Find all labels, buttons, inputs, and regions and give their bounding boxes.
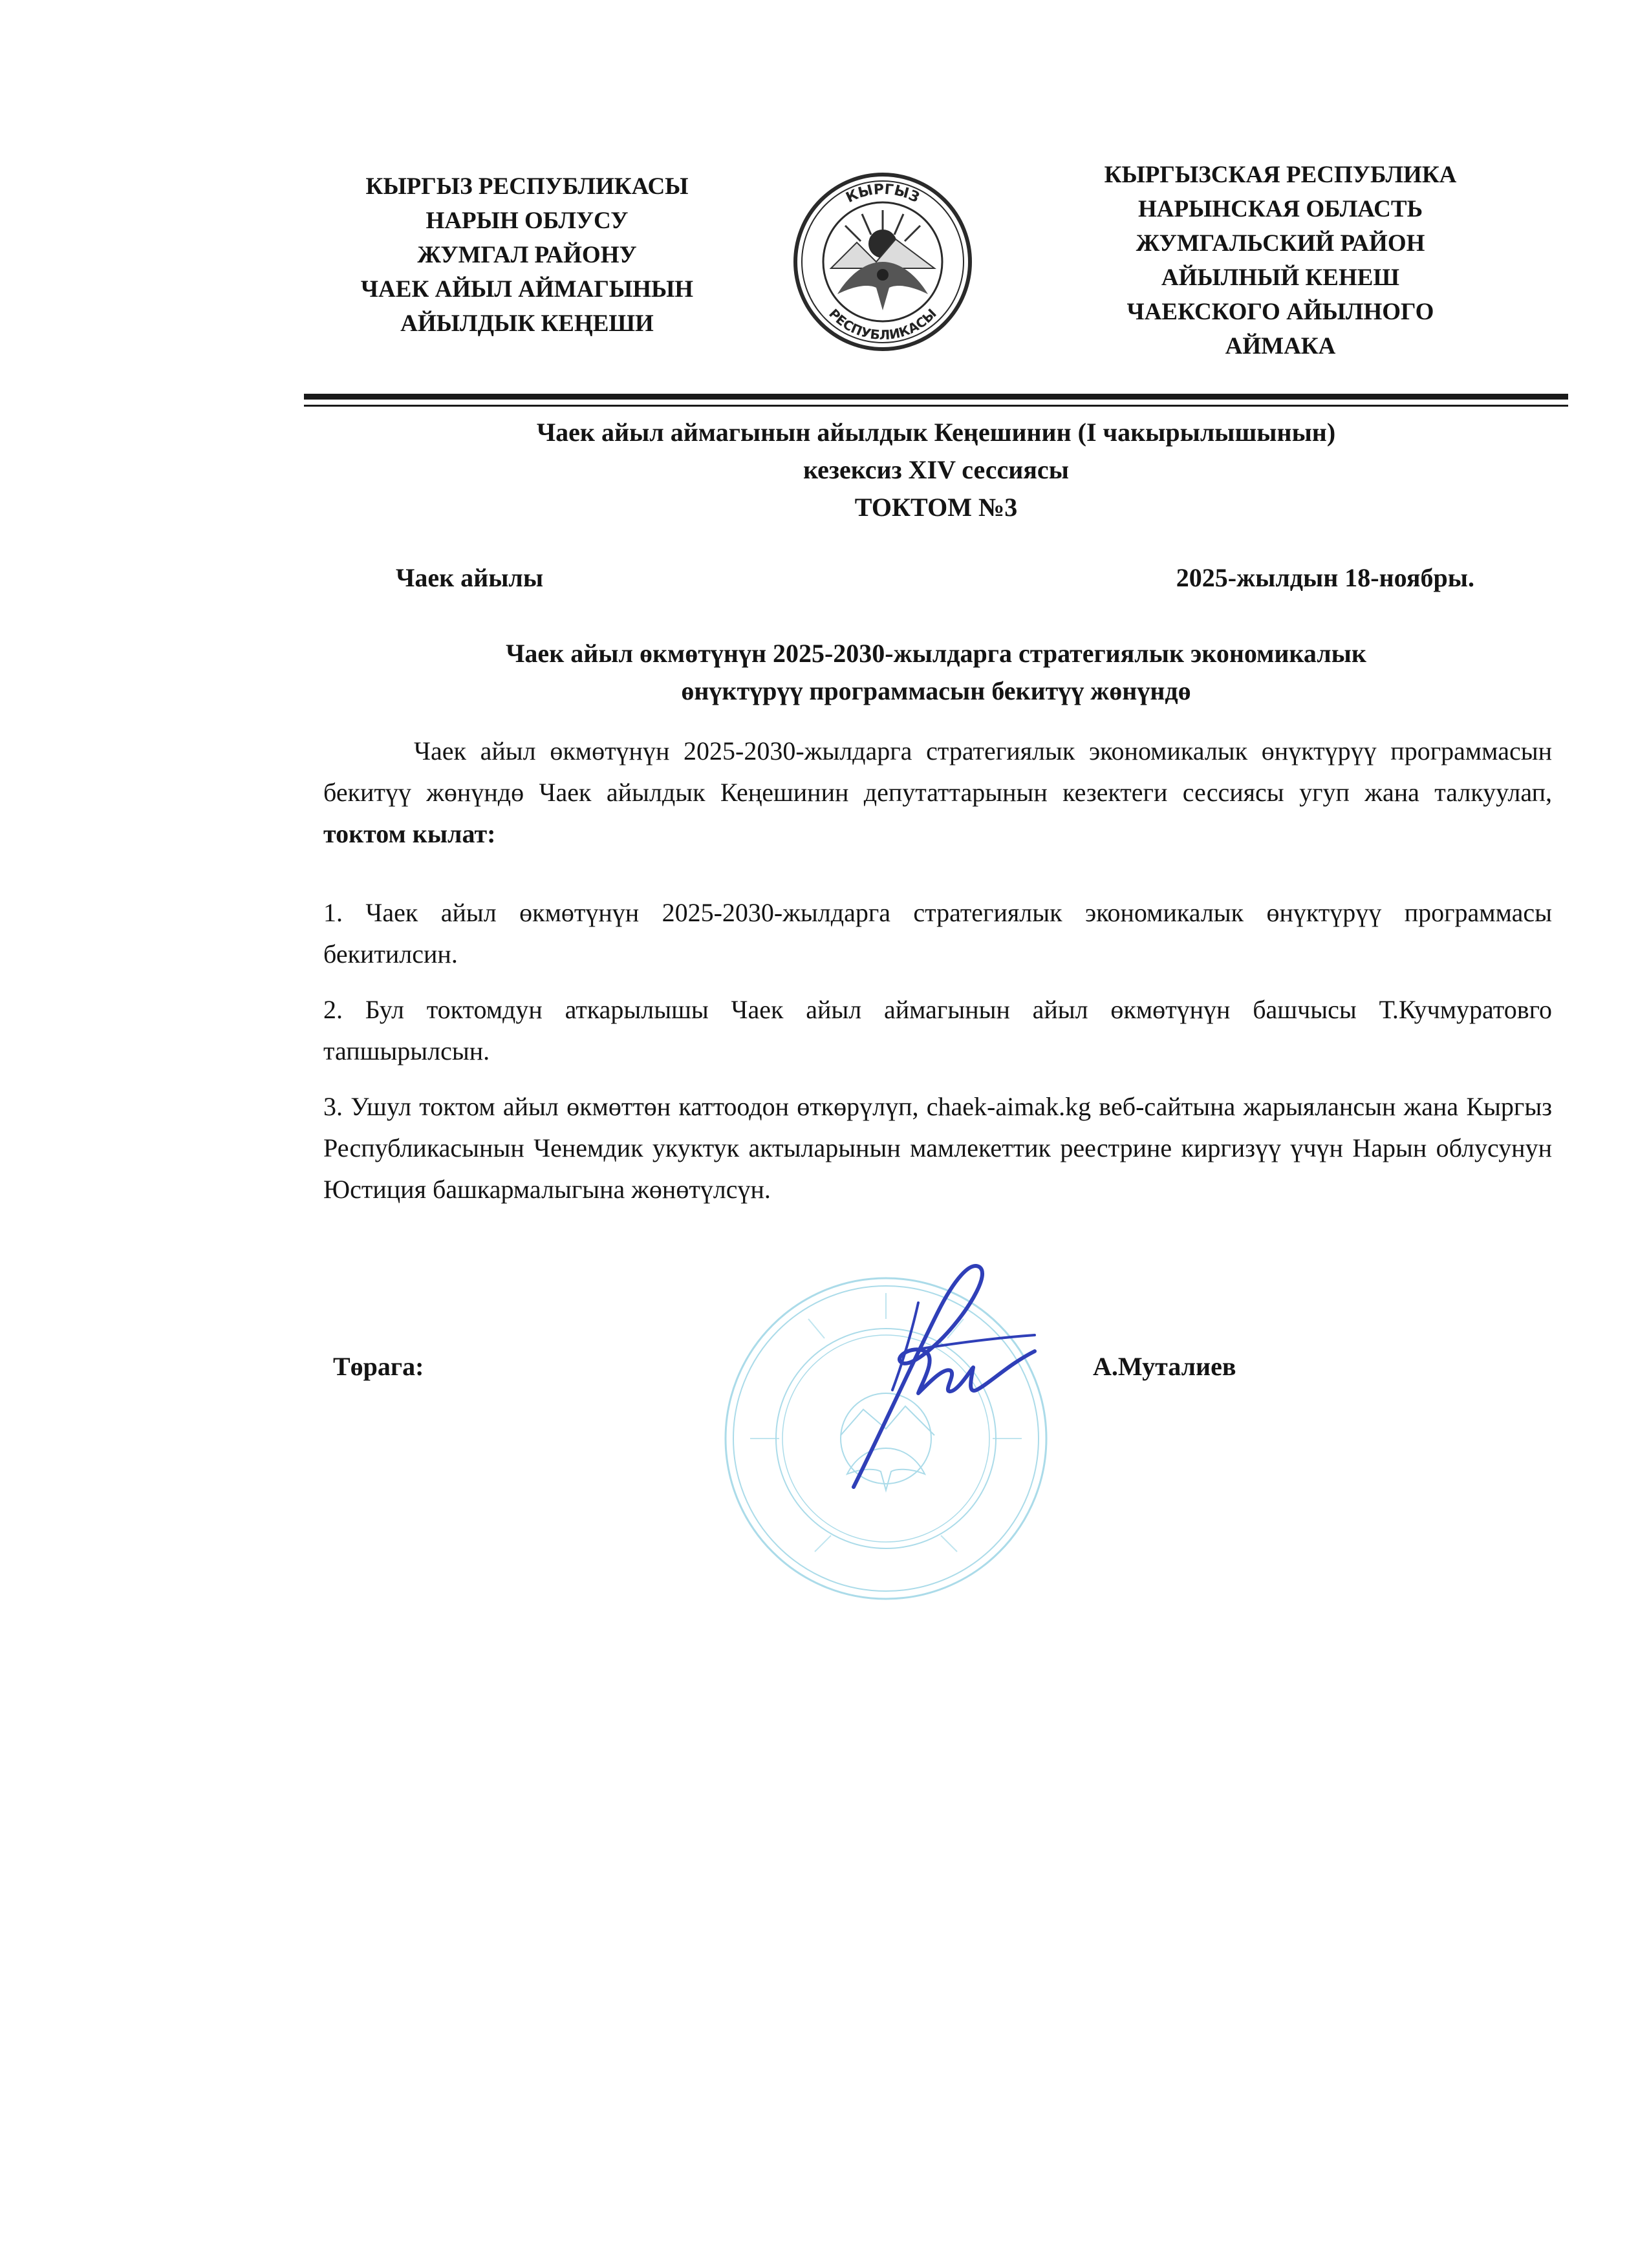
resolution-item-1: 1. Чаек айыл өкмөтүнүн 2025-2030-жылдарга стратегиялык экономикалык өнүктүрүү программасы бекитилсин. [323, 898, 1552, 968]
intro-paragraph [323, 731, 1552, 855]
header-right-line: АЙМАКА [1225, 333, 1336, 359]
header-left-line: АЙЫЛДЫК КЕҢЕШИ [400, 310, 654, 337]
subject-line-2: өнүктүрүү программасын бекитүү жөнүндө [681, 676, 1191, 705]
place-of-issue: Чаек айылы [396, 563, 544, 592]
header-left-line: ЖУМГАЛ РАЙОНУ [417, 242, 637, 268]
header-right-russian [1022, 158, 1539, 363]
resolution-item-2: 2. Бул токтомдун аткарылышы Чаек айыл аймагынын айыл өкмөтүнүн башчысы Т.Кучмуратовго тапшырылсын. [323, 995, 1552, 1065]
document-subject [304, 635, 1568, 710]
intro-resolution-phrase: токтом кылат: [323, 819, 496, 848]
header-left-line: КЫРГЫЗ РЕСПУБЛИКАСЫ [365, 173, 689, 200]
header-left-line: ЧАЕК АЙЫЛ АЙМАГЫНЫН [360, 276, 694, 303]
header-right-line: КЫРГЫЗСКАЯ РЕСПУБЛИКА [1104, 162, 1457, 188]
document-title [304, 414, 1568, 526]
header-right-line: ЖУМГАЛЬСКИЙ РАЙОН [1136, 230, 1425, 257]
resolution-item-3: 3. Ушул токтом айыл өкмөттөн каттоодон өткөрүлүп, chaek-aimak.kg веб-сайтына жарыялансын жана Кыргыз Республикасынын Ченемдик укуктук актыларынын мамлекеттик реестрине киргизүү үчүн Нарын облусунун Юстиция башкармалыгына жөнөтүлсүн. [323, 1092, 1552, 1204]
header-divider [304, 394, 1568, 400]
issue-date: 2025-жылдын 18-ноябры. [1176, 563, 1474, 592]
svg-text:РЕСПУБЛИКАСЫ [826, 306, 940, 343]
header-right-line: АЙЫЛНЫЙ КЕНЕШ [1161, 264, 1400, 291]
title-line-1: Чаек айыл аймагынын айылдык Кеңешинин (I чакырылышынын) [536, 418, 1336, 447]
header-divider-thin [304, 405, 1568, 407]
header-left-kyrgyz [294, 169, 760, 341]
title-line-2: кезексиз XIV сессиясы [803, 455, 1069, 484]
emblem-top-text: КЫРГЫЗ [843, 181, 922, 207]
chair-label: Төрага: [333, 1352, 424, 1381]
subject-line-1: Чаек айыл өкмөтүнүн 2025-2030-жылдарга стратегиялык экономикалык [506, 639, 1366, 668]
intro-text: Чаек айыл өкмөтүнүн 2025-2030-жылдарга стратегиялык экономикалык өнүктүрүү программасын бекитүү жөнүндө Чаек айылдык Кеңешинин депутаттарынын кезектеги сессиясы угуп жана талкуулап, [323, 736, 1552, 807]
header-right-line: ЧАЕКСКОГО АЙЫЛНОГО [1126, 299, 1434, 325]
emblem-bottom-text: РЕСПУБЛИКАСЫ [826, 305, 940, 343]
handwritten-signature-icon [841, 1254, 1061, 1493]
header-right-line: НАРЫНСКАЯ ОБЛАСТЬ [1137, 196, 1423, 222]
chair-name: А.Муталиев [1093, 1352, 1236, 1381]
title-line-3: ТОКТОМ №3 [854, 493, 1018, 522]
header-left-line: НАРЫН ОБЛУСУ [426, 208, 629, 234]
state-emblem-icon [786, 171, 980, 352]
